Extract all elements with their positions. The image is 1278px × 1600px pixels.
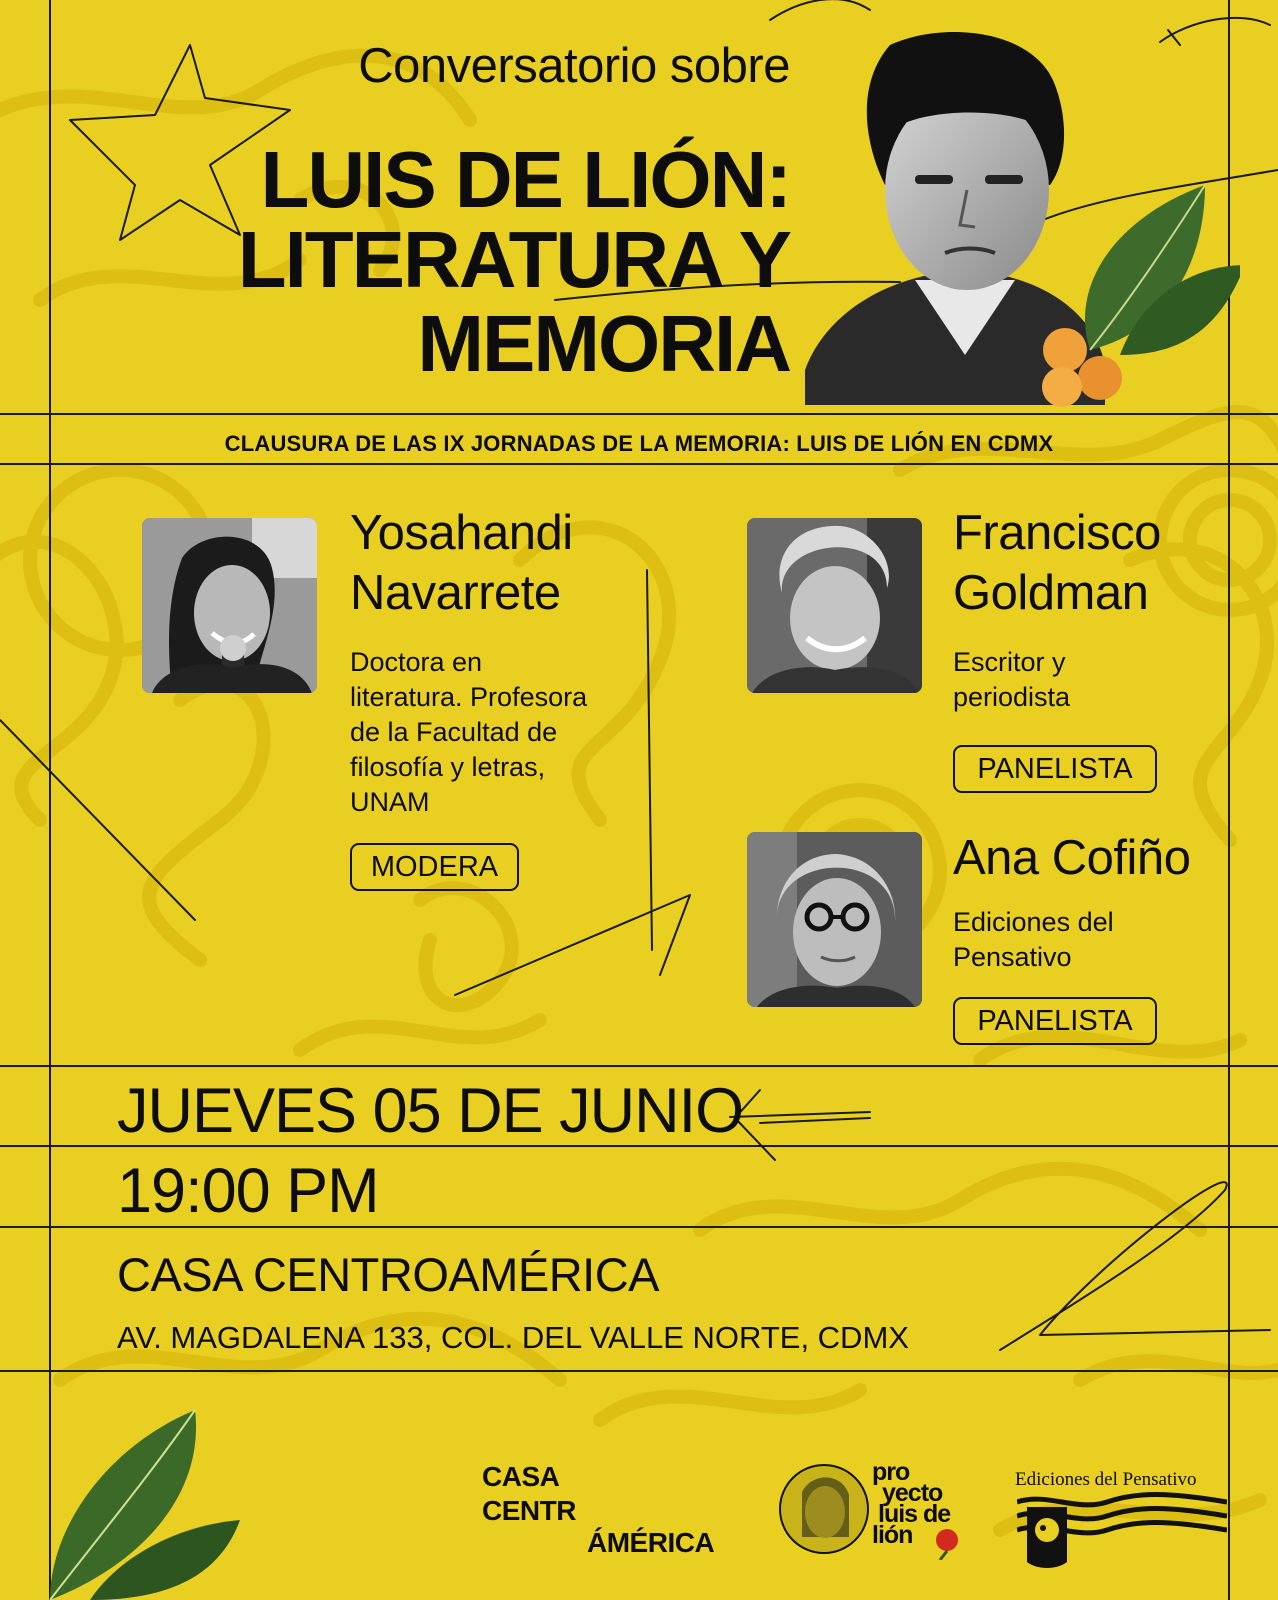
event-title-line-3: MEMORIA <box>417 299 790 388</box>
speaker-description-line: Pensativo <box>953 942 1072 972</box>
event-venue: CASA CENTROAMÉRICA <box>117 1248 660 1301</box>
loop-doodle <box>1000 1182 1270 1350</box>
speaker-name-line: Navarrete <box>350 566 561 620</box>
arrow-doodle <box>730 1090 870 1160</box>
event-subtitle: Conversatorio sobre <box>358 39 790 93</box>
speaker-description-line: filosofía y letras, <box>350 752 546 782</box>
zigzag-arrow <box>455 895 690 995</box>
vertical-divider <box>647 570 652 950</box>
event-title-line-1: LUIS DE LIÓN: <box>260 135 790 224</box>
swoosh-top-right <box>770 0 870 20</box>
speaker-description-line: periodista <box>953 682 1071 712</box>
speaker-photo-ana <box>747 832 922 1007</box>
clausura-heading: CLAUSURA DE LAS IX JORNADAS DE LA MEMORIA: LUIS DE LIÓN EN CDMX <box>224 431 1054 456</box>
speaker-name-line: Yosahandi <box>350 506 573 560</box>
speaker-name-line: Ana Cofiño <box>953 831 1191 885</box>
speaker-photo-francisco <box>747 518 922 693</box>
speaker-name-line: Goldman <box>953 566 1149 620</box>
loquat-leaves-icon <box>1030 180 1240 415</box>
logo-text: pro <box>872 1458 910 1486</box>
speaker-name-line: Francisco <box>953 506 1161 560</box>
role-badge-panelista: PANELISTA <box>953 997 1157 1045</box>
ediciones-pensativo-logo: Ediciones del Pensativo <box>1015 1469 1197 1490</box>
person-photo-icon <box>747 832 922 1007</box>
speaker-description-line: de la Facultad de <box>350 717 558 747</box>
speaker-description-line: Ediciones del <box>953 907 1114 937</box>
person-photo-icon <box>747 518 922 693</box>
speaker-photo-yosahandi <box>142 518 317 693</box>
speaker-description-line: literatura. Profesora <box>350 682 588 712</box>
speaker-description-line: UNAM <box>350 787 430 817</box>
logo-text: luis de <box>878 1500 951 1528</box>
person-photo-icon <box>142 518 317 693</box>
logo-text: CASA <box>482 1461 560 1492</box>
logo-text: CENTR <box>482 1495 576 1526</box>
diagonal-line-left <box>0 720 195 920</box>
logo-text: lión <box>872 1521 913 1549</box>
event-date: JUEVES 05 DE JUNIO <box>117 1076 744 1146</box>
event-title-line-2: LITERATURA Y <box>237 215 790 304</box>
speaker-description-line: Escritor y <box>953 647 1066 677</box>
proyecto-portrait-icon <box>777 1457 872 1562</box>
logo-text: ÁMÉRICA <box>587 1527 715 1558</box>
pensativo-emblem-icon <box>1017 1492 1227 1572</box>
casa-centroamerica-logo <box>482 1460 714 1560</box>
carnation-icon <box>930 1525 965 1560</box>
role-badge-panelista: PANELISTA <box>953 745 1157 793</box>
loquat-leaves-bottom-icon <box>30 1405 240 1600</box>
event-time: 19:00 PM <box>117 1156 379 1226</box>
speaker-description-line: Doctora en <box>350 647 483 677</box>
logo-text: yecto <box>882 1479 943 1507</box>
event-address: AV. MAGDALENA 133, COL. DEL VALLE NORTE, CDMX <box>117 1320 909 1355</box>
role-badge-modera: MODERA <box>350 843 519 891</box>
